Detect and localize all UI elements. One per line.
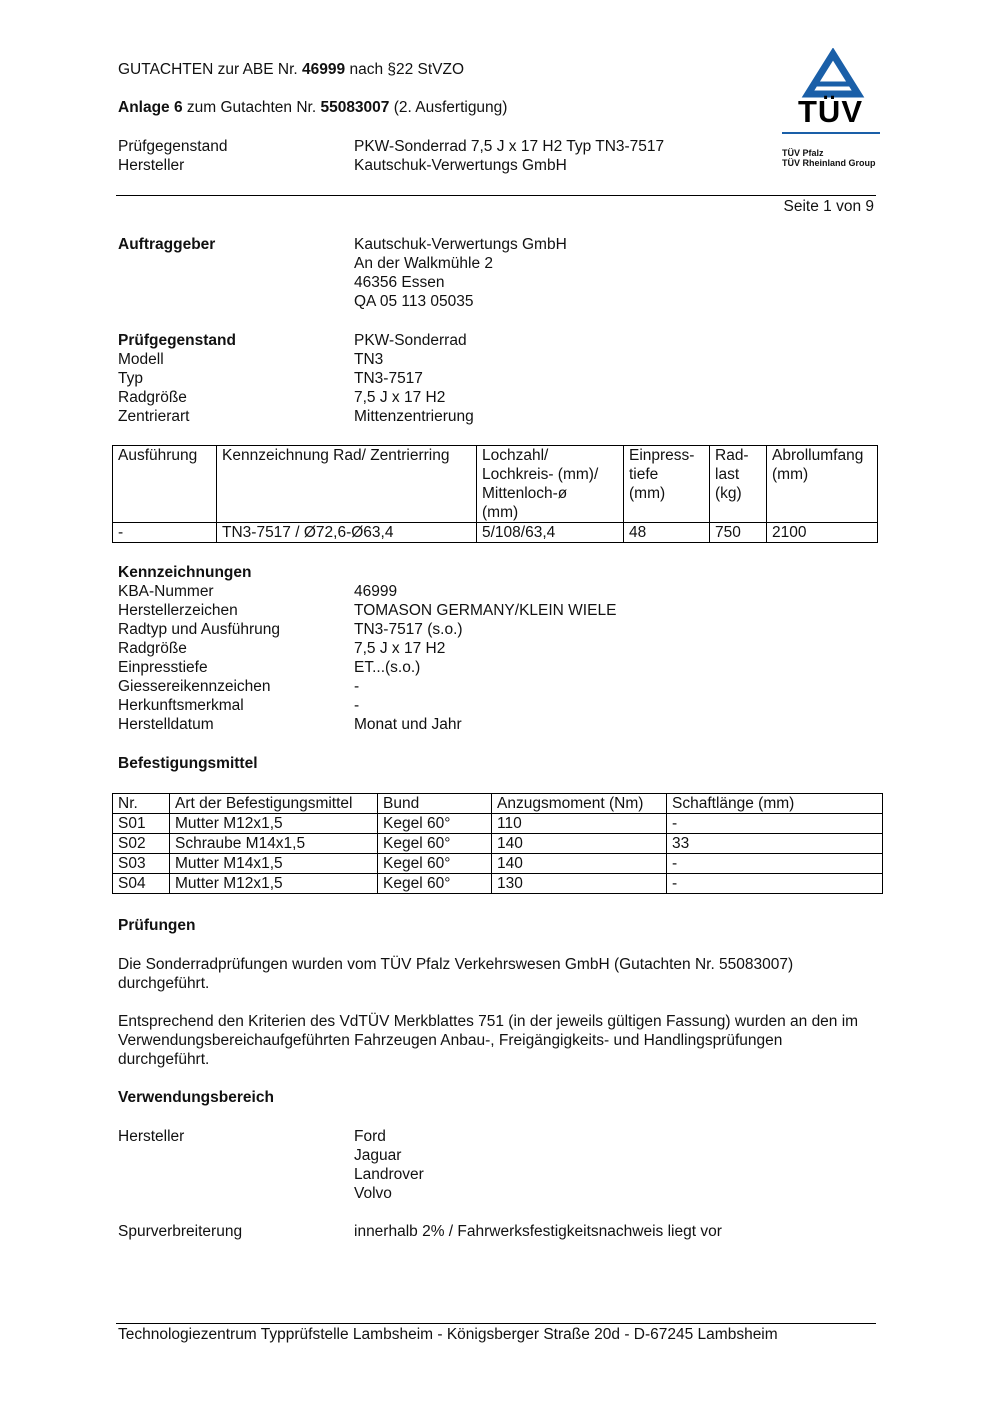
verwendung-heading: Verwendungsbereich bbox=[118, 1089, 274, 1106]
spurverbreiterung-value: innerhalb 2% / Fahrwerksfestigkeitsnachweis liegt vor bbox=[354, 1223, 722, 1240]
bef-cell: S01 bbox=[113, 814, 170, 834]
footer-text: Technologiezentrum Typprüfstelle Lambsheim - Königsberger Straße 20d - D-67245 Lambsheim bbox=[118, 1326, 778, 1343]
rad-cell-radlast: 750 bbox=[710, 523, 767, 543]
table-row bbox=[113, 814, 883, 834]
table-row bbox=[113, 834, 883, 854]
auftraggeber-line-1: Kautschuk-Verwertungs GmbH bbox=[354, 236, 567, 253]
kz-label: Herstellerzeichen bbox=[118, 602, 238, 619]
bef-cell: Mutter M14x1,5 bbox=[170, 854, 378, 874]
kz-value: 7,5 J x 17 H2 bbox=[354, 640, 446, 657]
rad-col-ausfuehrung: Ausführung bbox=[113, 446, 217, 523]
rad-table-header-row bbox=[113, 446, 878, 523]
bef-cell: 140 bbox=[492, 854, 667, 874]
zentrierart-value: Mittenzentrierung bbox=[354, 408, 474, 425]
auftraggeber-line-2: An der Walkmühle 2 bbox=[354, 255, 493, 272]
kz-value: - bbox=[354, 697, 360, 714]
rad-col-kennzeichnung: Kennzeichnung Rad/ Zentrierring bbox=[217, 446, 477, 523]
table-row bbox=[113, 874, 883, 894]
anlage-label: Anlage 6 bbox=[118, 99, 183, 116]
befestigung-table bbox=[112, 793, 883, 894]
typ-label: Typ bbox=[118, 370, 143, 387]
header-line-1-pre: GUTACHTEN zur ABE Nr. bbox=[118, 61, 303, 78]
bef-cell: S04 bbox=[113, 874, 170, 894]
header-pruef-label: Prüfgegenstand bbox=[118, 138, 228, 155]
rad-col-abrollumfang: Abrollumfang (mm) bbox=[767, 446, 878, 523]
bef-cell: Schraube M14x1,5 bbox=[170, 834, 378, 854]
header-line-2-mid: zum Gutachten Nr. bbox=[182, 99, 321, 116]
pruefungen-paragraph-2: Entsprechend den Kriterien des VdTÜV Merkblattes 751 (in der jeweils gültigen Fassung) wurden an den im Verwendungsbereichaufgeführten Fahrzeugen Anbau-, Freigängigkeits- und Handlingsprüfungen durchgeführt. bbox=[118, 1013, 859, 1068]
bef-cell: Mutter M12x1,5 bbox=[170, 874, 378, 894]
spurverbreiterung-label: Spurverbreiterung bbox=[118, 1223, 243, 1240]
verwendung-hersteller-value: Jaguar bbox=[354, 1147, 402, 1164]
kz-value: - bbox=[354, 678, 360, 695]
rad-table bbox=[112, 445, 878, 543]
bef-cell: - bbox=[667, 874, 883, 894]
modell-label: Modell bbox=[118, 351, 164, 368]
rad-cell-kennzeichnung: TN3-7517 / Ø72,6-Ø63,4 bbox=[217, 523, 477, 543]
bef-col-bund: Bund bbox=[378, 794, 492, 814]
footer-divider bbox=[116, 1323, 876, 1324]
logo-brand: TÜV bbox=[798, 94, 863, 129]
header-line-1-post: nach §22 StVZO bbox=[345, 61, 465, 78]
page-number: Seite 1 von 9 bbox=[783, 198, 874, 215]
modell-value: TN3 bbox=[354, 351, 384, 368]
bef-cell: 33 bbox=[667, 834, 883, 854]
befestigung-heading: Befestigungsmittel bbox=[118, 755, 258, 772]
bef-cell: 130 bbox=[492, 874, 667, 894]
rad-cell-einpresstiefe: 48 bbox=[624, 523, 710, 543]
abe-number: 46999 bbox=[302, 61, 346, 78]
kz-label: Herkunftsmerkmal bbox=[118, 697, 244, 714]
auftraggeber-line-4: QA 05 113 05035 bbox=[354, 293, 474, 310]
kz-value: ET...(s.o.) bbox=[354, 659, 421, 676]
verwendung-hersteller-value: Landrover bbox=[354, 1166, 424, 1183]
bef-cell: S03 bbox=[113, 854, 170, 874]
pruefgegenstand-heading-value: PKW-Sonderrad bbox=[354, 332, 467, 349]
kz-label: Einpresstiefe bbox=[118, 659, 208, 676]
table-row bbox=[113, 854, 883, 874]
auftraggeber-label: Auftraggeber bbox=[118, 236, 216, 253]
kz-label: Radgröße bbox=[118, 640, 187, 657]
kz-label: Radtyp und Ausführung bbox=[118, 621, 281, 638]
rad-cell-abrollumfang: 2100 bbox=[767, 523, 878, 543]
verwendung-hersteller-value: Ford bbox=[354, 1128, 386, 1145]
bef-cell: Kegel 60° bbox=[378, 874, 492, 894]
bef-cell: Kegel 60° bbox=[378, 814, 492, 834]
radgroesse-label: Radgröße bbox=[118, 389, 187, 406]
bef-cell: Kegel 60° bbox=[378, 854, 492, 874]
header-line-2-post: (2. Ausfertigung) bbox=[389, 99, 508, 116]
header-line-1 bbox=[118, 60, 464, 79]
bef-cell: Mutter M12x1,5 bbox=[170, 814, 378, 834]
header-pruef-value: PKW-Sonderrad 7,5 J x 17 H2 Typ TN3-7517 bbox=[354, 138, 665, 155]
table-row bbox=[113, 523, 878, 543]
logo-rule bbox=[782, 132, 880, 134]
kz-label: KBA-Nummer bbox=[118, 583, 214, 600]
bef-cell: - bbox=[667, 814, 883, 834]
pruefungen-paragraph-1: Die Sonderradprüfungen wurden vom TÜV Pfalz Verkehrswesen GmbH (Gutachten Nr. 55083007) durchgeführt. bbox=[118, 956, 794, 992]
rad-cell-lochzahl: 5/108/63,4 bbox=[477, 523, 624, 543]
gutachten-number: 55083007 bbox=[320, 99, 390, 116]
kz-label: Herstelldatum bbox=[118, 716, 214, 733]
logo-line-1: TÜV Pfalz bbox=[782, 148, 824, 158]
bef-col-art: Art der Befestigungsmittel bbox=[170, 794, 378, 814]
radgroesse-value: 7,5 J x 17 H2 bbox=[354, 389, 446, 406]
rad-col-radlast: Rad- last (kg) bbox=[710, 446, 767, 523]
kz-value: 46999 bbox=[354, 583, 398, 600]
header-divider bbox=[116, 195, 876, 196]
bef-cell: 110 bbox=[492, 814, 667, 834]
header-line-2 bbox=[118, 98, 507, 117]
bef-cell: 140 bbox=[492, 834, 667, 854]
kz-value: TOMASON GERMANY/KLEIN WIELE bbox=[354, 602, 617, 619]
kz-value: Monat und Jahr bbox=[354, 716, 462, 733]
auftraggeber-line-3: 46356 Essen bbox=[354, 274, 445, 291]
bef-col-nr: Nr. bbox=[113, 794, 170, 814]
tuev-logo bbox=[770, 48, 900, 178]
header-hersteller-label: Hersteller bbox=[118, 157, 185, 174]
kz-label: Giessereikennzeichen bbox=[118, 678, 271, 695]
logo-line-2: TÜV Rheinland Group bbox=[782, 158, 876, 168]
kennzeichnungen-heading: Kennzeichnungen bbox=[118, 564, 252, 581]
rad-cell-ausfuehrung: - bbox=[113, 523, 217, 543]
rad-col-einpresstiefe: Einpress- tiefe (mm) bbox=[624, 446, 710, 523]
typ-value: TN3-7517 bbox=[354, 370, 423, 387]
zentrierart-label: Zentrierart bbox=[118, 408, 190, 425]
verwendung-hersteller-value: Volvo bbox=[354, 1185, 392, 1202]
bef-cell: - bbox=[667, 854, 883, 874]
bef-col-schaftlaenge: Schaftlänge (mm) bbox=[667, 794, 883, 814]
verwendung-hersteller-label: Hersteller bbox=[118, 1128, 185, 1145]
kz-value: TN3-7517 (s.o.) bbox=[354, 621, 463, 638]
bef-col-anzugsmoment: Anzugsmoment (Nm) bbox=[492, 794, 667, 814]
bef-cell: Kegel 60° bbox=[378, 834, 492, 854]
rad-col-lochzahl: Lochzahl/ Lochkreis- (mm)/ Mittenloch-ø (mm) bbox=[477, 446, 624, 523]
pruefungen-heading: Prüfungen bbox=[118, 917, 196, 934]
header-hersteller-value: Kautschuk-Verwertungs GmbH bbox=[354, 157, 567, 174]
bef-cell: S02 bbox=[113, 834, 170, 854]
befestigung-header-row bbox=[113, 794, 883, 814]
pruefgegenstand-heading: Prüfgegenstand bbox=[118, 332, 236, 349]
